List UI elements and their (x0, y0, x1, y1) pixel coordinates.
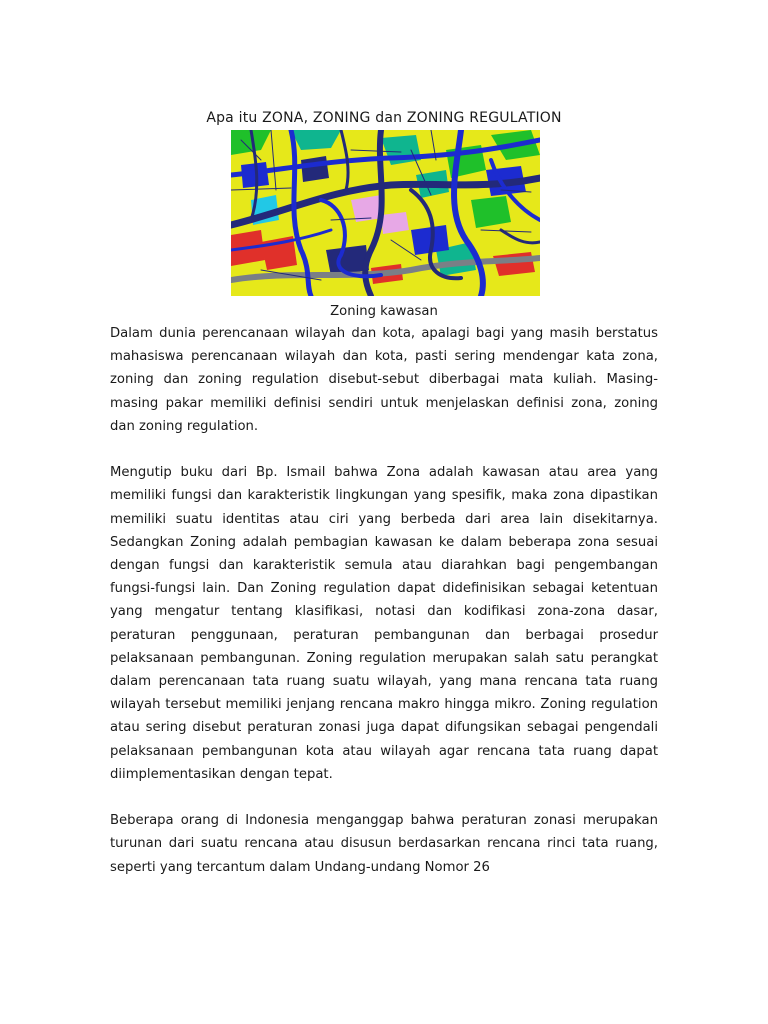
zone-parcel (493, 252, 535, 276)
figure-caption: Zoning kawasan (330, 304, 438, 319)
paragraph: Dalam dunia perencanaan wilayah dan kota, apalagi bagi yang masih berstatus mahasiswa perencanaan wilayah dan kota, pasti sering mendengar kata zona, zoning dan zoning regulation disebut-sebut diberbagai mata kuliah. Masing-masing pakar memiliki definisi sendiri untuk menjelaskan definisi zona, zoning dan zoning regulation. (110, 326, 658, 434)
paragraph: Mengutip buku dari Bp. Ismail bahwa Zona adalah kawasan atau area yang memiliki fungsi dan karakteristik lingkungan yang spesifik, maka zona dipastikan memiliki suatu identitas atau ciri yang berbeda dari area lain disekitarnya. Sedangkan Zoning adalah pembagian kawasan ke dalam beberapa zona sesuai dengan fungsi dan karakteristik semula atau diarahkan bagi pengembangan fungsi-fungsi lain. Dan Zoning regulation dapat didefinisikan sebagai ketentuan yang mengatur tentang klasifikasi, notasi dan kodifikasi zona-zona dasar, peraturan penggunaan, peraturan pembangunan dan berbagai prosedur pelaksanaan pembangunan. Zoning regulation merupakan salah satu perangkat dalam perencanaan tata ruang suatu wilayah, yang mana rencana tata ruang wilayah tersebut memiliki jenjang rencana makro hingga mikro. Zoning regulation atau sering disebut peraturan zonasi juga dapat difungsikan sebagai pengendali pelaksanaan pembangunan kota atau wilayah agar rencana tata ruang dapat diimplementasikan dengan tepat. (110, 465, 658, 782)
zoning-map-graphic (231, 130, 540, 296)
page-title: Apa itu ZONA, ZONING dan ZONING REGULATION (206, 110, 562, 127)
paragraph: Beberapa orang di Indonesia menganggap bahwa peraturan zonasi merupakan turunan dari suatu rencana atau disusun berdasarkan rencana rinci tata ruang, seperti yang tercantum dalam Undang-undang Nomor 26 (110, 813, 658, 875)
zoning-map-image (231, 130, 540, 296)
zone-parcel (301, 156, 329, 182)
article-body (110, 322, 658, 879)
